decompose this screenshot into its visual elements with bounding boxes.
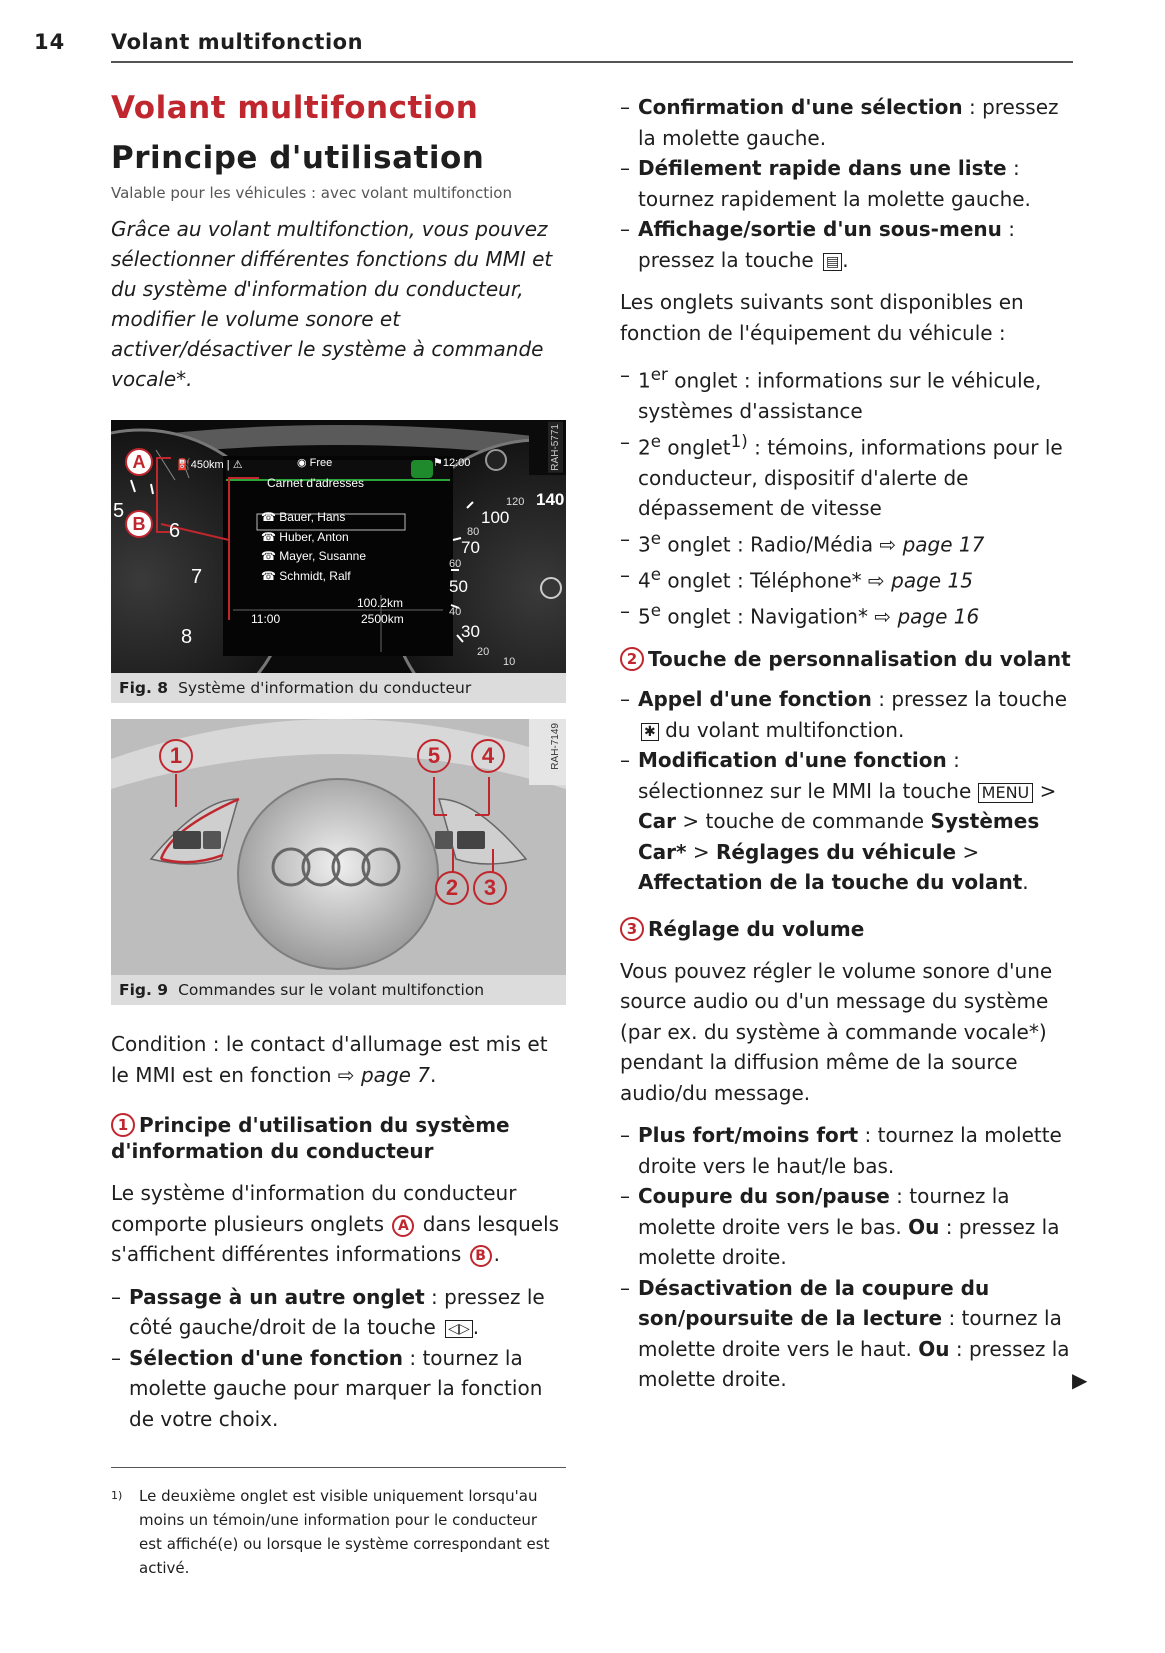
contact-item: ☎ Huber, Anton <box>261 529 349 544</box>
speed-tick: 20 <box>477 646 490 658</box>
page-reference-link[interactable]: ⇨ page 7 <box>337 1062 431 1087</box>
footnote-mark: 1) <box>111 1489 123 1502</box>
page-number: 14 <box>34 30 66 54</box>
list-item: – 1er onglet : informations sur le véhicule, systèmes d'assistance <box>620 360 1075 427</box>
footnote <box>111 1484 566 1577</box>
list-item: – 5e onglet : Navigation* ⇨ page 16 <box>620 596 1075 632</box>
range-readout: ⛽450km | ⚠ <box>177 459 243 471</box>
menu-title: Carnet d'adresses <box>267 476 365 490</box>
list-item: – Confirmation d'une sélection : pressez la molette gauche. <box>620 92 1075 153</box>
continued-list <box>620 92 1075 275</box>
volume-paragraph: Vous pouvez régler le volume sonore d'une source audio ou d'un message du système (par ex. du système à commande vocale*) pendant la diffusion même de la source audio/du message. <box>620 958 1053 1105</box>
footnote-rule <box>111 1467 566 1468</box>
speed-tick: 50 <box>449 577 468 596</box>
right-column <box>620 92 1075 1395</box>
free-label: ◉ Free <box>297 457 333 469</box>
contact-list <box>261 508 366 586</box>
figure-9-steering-wheel <box>111 719 566 975</box>
chapter-title: Volant multifonction <box>111 90 479 126</box>
callout-b: B <box>125 510 153 538</box>
flag-icon: ⚑ <box>433 457 443 469</box>
subsection-3-heading: 3 Réglage du volume <box>620 916 1075 942</box>
speed-tick: 40 <box>449 606 462 618</box>
contact-item: ☎ Mayer, Susanne <box>261 549 366 563</box>
callout-2: 2 <box>435 871 469 905</box>
contact-item: ☎ Schmidt, Ralf <box>261 568 351 583</box>
callout-b-marker: B <box>470 1245 492 1267</box>
media-icon: ◉ <box>297 457 310 469</box>
speed-tick: 30 <box>461 622 480 641</box>
subsection-2-heading: 2 Touche de personnalisation du volant <box>620 646 1075 672</box>
cluster-clock: 11:00 <box>251 612 281 626</box>
subsection-1-heading: 1 Principe d'utilisation du système d'information du conducteur <box>111 1113 510 1163</box>
rpm-tick: 5 <box>113 500 125 522</box>
section-title: Principe d'utilisation <box>111 140 485 176</box>
rpm-tick: 7 <box>191 566 203 588</box>
figure-8-caption: Fig. 8 Système d'information du conducteur <box>111 673 566 703</box>
arrows-key-icon: ◁▷ <box>445 1320 473 1338</box>
page-reference-link[interactable]: ⇨ page 17 <box>879 532 985 557</box>
figure-8-instrument-cluster <box>111 420 566 673</box>
menu-key: MENU <box>978 783 1034 803</box>
intro-paragraph: Grâce au volant multifonction, vous pouvez sélectionner différentes fonctions du MMI et du système d'information du conducteur, modifier le volume sonore et activer/désactiver le système à commande vocale*. <box>111 217 553 391</box>
callout-a-marker: A <box>392 1215 414 1237</box>
speed-tick: 100 <box>481 508 510 527</box>
speed-tick: 140 <box>536 490 565 509</box>
list-item: – Sélection d'une fonction : tournez la molette gauche pour marquer la fonction de votre choix. <box>111 1343 566 1435</box>
subsection-3-list <box>620 1120 1075 1395</box>
subsection-1-list <box>111 1282 566 1435</box>
tabs-list <box>620 360 1075 632</box>
callout-2-marker: 2 <box>620 647 644 671</box>
top-time: ⚑12:00 <box>433 457 471 469</box>
footnote-text: Le deuxième onglet est visible uniquement lorsqu'au moins un témoin/une information pour le conducteur est affiché(e) ou lorsque le système correspondant est activé. <box>139 1487 550 1577</box>
speed-tick: 80 <box>467 526 480 538</box>
subsection-2-list <box>620 684 1075 898</box>
rpm-tick: 6 <box>169 520 181 542</box>
condition-paragraph: Condition : le contact d'allumage est mis et le MMI est en fonction ⇨ page 7. <box>111 1032 548 1087</box>
contact-icon: ☎ <box>261 568 280 583</box>
figure-code: RAH-5771 <box>550 424 561 471</box>
left-column <box>111 86 566 1434</box>
list-item: – Défilement rapide dans une liste : tournez rapidement la molette gauche. <box>620 153 1075 214</box>
running-header: Volant multifonction <box>111 30 364 54</box>
callout-4: 4 <box>471 739 505 773</box>
contact-icon: ☎ <box>261 549 280 563</box>
list-item: – Appel d'une fonction : pressez la touche ✱ du volant multifonction. <box>620 684 1075 745</box>
callout-1: 1 <box>159 739 193 773</box>
fuel-icon: ⛽ <box>177 459 191 471</box>
speed-tick: 60 <box>449 558 462 570</box>
contact-icon: ☎ <box>261 510 280 524</box>
footnote-marker[interactable]: 1) <box>730 431 748 451</box>
list-item: – Désactivation de la coupure du son/poursuite de la lecture : tournez la molette droite vers le haut. Ou : pressez la molette droite. <box>620 1273 1075 1395</box>
figure-code: RAH-7149 <box>550 723 561 770</box>
warning-icon: ⚠ <box>232 459 243 471</box>
rpm-tick: 8 <box>181 626 193 648</box>
tabs-intro: Les onglets suivants sont disponibles en fonction de l'équipement du véhicule : <box>620 290 1024 345</box>
list-item: – 3e onglet : Radio/Média ⇨ page 17 <box>620 524 1075 560</box>
page-reference-link[interactable]: ⇨ page 15 <box>868 568 973 593</box>
asterisk-key-icon: ✱ <box>641 723 659 741</box>
list-item: – 2e onglet$^{1)}$ : témoins, informations pour le conducteur, dispositif d'alerte de dépassement de vitesse <box>620 427 1075 524</box>
validity-note: Valable pour les véhicules : avec volant multifonction <box>111 184 512 202</box>
speed-tick: 10 <box>503 656 516 668</box>
list-item: – Passage à un autre onglet : pressez le côté gauche/droit de la touche ◁▷ . <box>111 1282 566 1343</box>
continue-arrow-icon: ▶ <box>1072 1368 1088 1392</box>
subsection-1-body: Le système d'information du conducteur comporte plusieurs onglets A dans lesquels s'affichent différentes informations B . <box>111 1181 560 1266</box>
contact-icon: ☎ <box>261 529 280 544</box>
header-rule <box>111 61 1073 63</box>
speed-tick: 120 <box>506 496 525 508</box>
callout-5: 5 <box>417 739 451 773</box>
submenu-key-icon: ▤ <box>823 253 842 271</box>
list-item: – Affichage/sortie d'un sous-menu : pressez la touche ▤ . <box>620 214 1075 275</box>
callout-1-marker: 1 <box>111 1113 135 1137</box>
odometer: 2500km <box>361 612 404 626</box>
figure-9-caption: Fig. 9 Commandes sur le volant multifonction <box>111 975 566 1005</box>
page-reference-link[interactable]: ⇨ page 16 <box>874 604 980 629</box>
speed-tick: 70 <box>461 538 480 557</box>
list-item: – Modification d'une fonction : sélectionnez sur le MMI la touche MENU > Car > touche de commande Systèmes Car* > Réglages du véhicule > Affectation de la touche du volant. <box>620 745 1075 898</box>
list-item: – 4e onglet : Téléphone* ⇨ page 15 <box>620 560 1075 596</box>
callout-a: A <box>125 448 153 476</box>
trip-distance: 100.2km <box>357 596 404 610</box>
callout-3: 3 <box>473 871 507 905</box>
list-item: – Plus fort/moins fort : tournez la molette droite vers le haut/le bas. <box>620 1120 1075 1181</box>
callout-3-marker: 3 <box>620 917 644 941</box>
list-item: – Coupure du son/pause : tournez la molette droite vers le bas. Ou : pressez la molette droite. <box>620 1181 1075 1273</box>
contact-item: ☎ Bauer, Hans <box>261 510 346 524</box>
